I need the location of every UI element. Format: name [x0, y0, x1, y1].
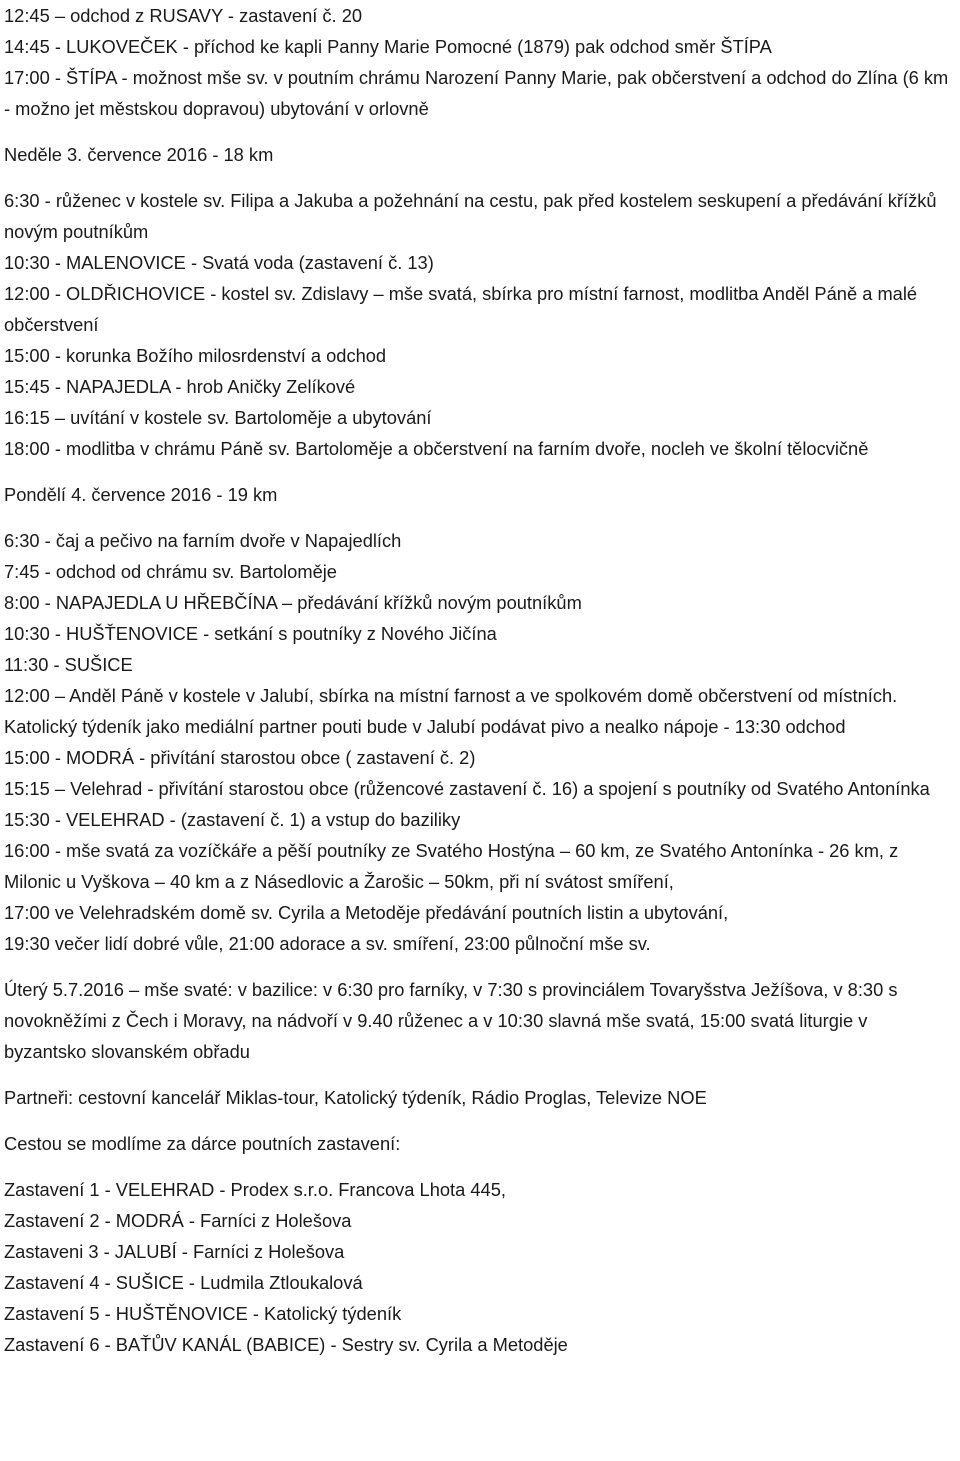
schedule-line: 11:30 - SUŠICE — [4, 654, 133, 675]
prayer-line: Cestou se modlíme za dárce poutních zastavení: — [4, 1133, 401, 1154]
schedule-line: 19:30 večer lidí dobré vůle, 21:00 adorace a sv. smíření, 23:00 půlnoční mše sv. — [4, 933, 651, 954]
schedule-line: 17:00 ve Velehradském domě sv. Cyrila a Metoděje předávání poutních listin a ubytování, — [4, 902, 729, 923]
schedule-line: 10:30 - MALENOVICE - Svatá voda (zastavení č. 13) — [4, 252, 434, 273]
schedule-line: 10:30 - HUŠŤENOVICE - setkání s poutníky z Nového Jičína — [4, 623, 497, 644]
day-heading: Pondělí 4. července 2016 - 19 km — [4, 484, 278, 505]
schedule-line: 17:00 - ŠTÍPA - možnost mše sv. v poutním chrámu Narození Panny Marie, pak občerstvení a odchod do Zlína (6 km - možno jet městskou dopravou) ubytování v orlovně — [4, 67, 949, 119]
schedule-line: 12:00 - OLDŘICHOVICE - kostel sv. Zdislavy – mše svatá, sbírka pro místní farnost, modlitba Anděl Páně a malé občerstvení — [4, 283, 918, 335]
donor-line: Zastavení 4 - SUŠICE - Ludmila Ztloukalová — [4, 1272, 363, 1293]
donor-line: Zastavení 6 - BAŤŮV KANÁL (BABICE) - Sestry sv. Cyrila a Metoděje — [4, 1334, 568, 1355]
schedule-line: 7:45 - odchod od chrámu sv. Bartoloměje — [4, 561, 337, 582]
schedule-line: 15:15 – Velehrad - přivítání starostou obce (růžencové zastavení č. 16) a spojení s poutníky od Svatého Antonínka — [4, 778, 930, 799]
day-heading: Neděle 3. července 2016 - 18 km — [4, 144, 274, 165]
schedule-line: 15:00 - korunka Božího milosrdenství a odchod — [4, 345, 387, 366]
donor-line: Zastavení 5 - HUŠTĚNOVICE - Katolický týdeník — [4, 1303, 402, 1324]
spacer — [4, 1159, 954, 1174]
schedule-line: 15:00 - MODRÁ - přivítání starostou obce ( zastavení č. 2) — [4, 747, 476, 768]
spacer — [4, 510, 954, 525]
schedule-line: 15:30 - VELEHRAD - (zastavení č. 1) a vstup do baziliky — [4, 809, 461, 830]
schedule-line: 15:45 - NAPAJEDLA - hrob Aničky Zelíkové — [4, 376, 356, 397]
donor-line: Zastaveni 3 - JALUBÍ - Farníci z Holešova — [4, 1241, 345, 1262]
schedule-line: 14:45 - LUKOVEČEK - příchod ke kapli Panny Marie Pomocné (1879) pak odchod směr ŠTÍPA — [4, 36, 772, 57]
spacer — [4, 170, 954, 185]
schedule-line: 6:30 - růženec v kostele sv. Filipa a Jakuba a požehnání na cestu, pak před kostelem seskupení a předávání křížků novým poutníkům — [4, 190, 937, 242]
schedule-line: 6:30 - čaj a pečivo na farním dvoře v Napajedlích — [4, 530, 402, 551]
day-paragraph: Úterý 5.7.2016 – mše svaté: v bazilice: v 6:30 pro farníky, v 7:30 s provinciálem Tovaryšstva Ježíšova, v 8:30 s novokněžími z Čech i Moravy, na nádvoří v 9.40 růženec a v 10:30 slavná mše svatá, 15:00 svatá liturgie v byzantsko slovanském obřadu — [4, 979, 898, 1062]
schedule-line: 8:00 - NAPAJEDLA U HŘEBČÍNA – předávání křížků novým poutníkům — [4, 592, 582, 613]
spacer — [4, 1067, 954, 1082]
spacer — [4, 1113, 954, 1128]
partners-line: Partneři: cestovní kancelář Miklas-tour, Katolický týdeník, Rádio Proglas, Televize NOE — [4, 1087, 707, 1108]
donor-line: Zastavení 1 - VELEHRAD - Prodex s.r.o. Francova Lhota 445, — [4, 1179, 506, 1200]
spacer — [4, 959, 954, 974]
schedule-line: 16:15 – uvítání v kostele sv. Bartoloměje a ubytování — [4, 407, 432, 428]
donor-line: Zastavení 2 - MODRÁ - Farníci z Holešova — [4, 1210, 352, 1231]
spacer — [4, 124, 954, 139]
schedule-line: 18:00 - modlitba v chrámu Páně sv. Bartoloměje a občerstvení na farním dvoře, nocleh ve školní tělocvičně — [4, 438, 869, 459]
schedule-line: 12:00 – Anděl Páně v kostele v Jalubí, sbírka na místní farnost a ve spolkovém domě občerstvení od místních. Katolický týdeník jako mediální partner pouti bude v Jalubí podávat pivo a nealko nápoje - 13:30 odchod — [4, 685, 898, 737]
schedule-line: 16:00 - mše svatá za vozíčkáře a pěší poutníky ze Svatého Hostýna – 60 km, ze Svatého Antonínka - 26 km, z Milonic u Vyškova – 40 km a z Násedlovic a Žarošic – 50km, při ní svátost smíření, — [4, 840, 899, 892]
schedule-line: 12:45 – odchod z RUSAVY - zastavení č. 20 — [4, 5, 363, 26]
spacer — [4, 464, 954, 479]
